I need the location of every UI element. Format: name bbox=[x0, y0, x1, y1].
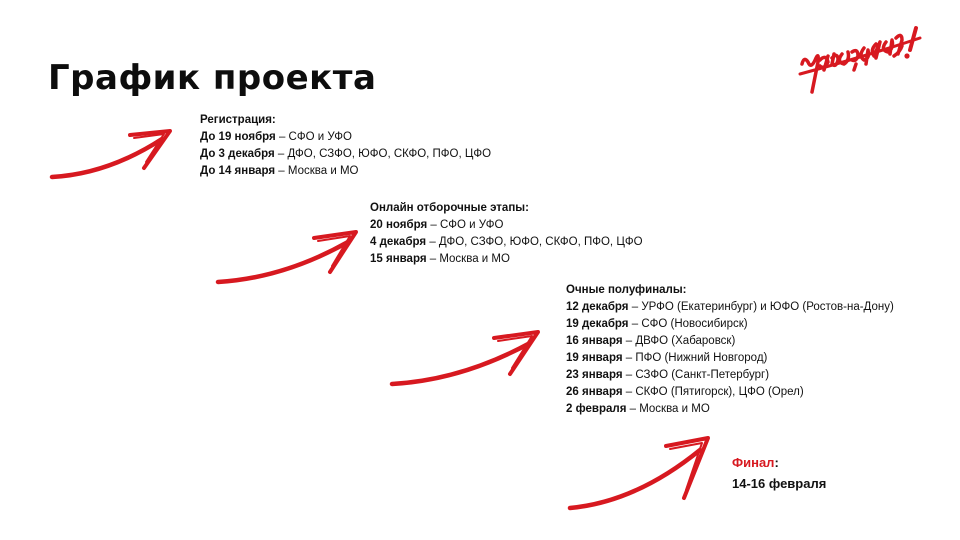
registration-header: Регистрация: bbox=[200, 114, 276, 126]
final-block bbox=[732, 452, 826, 494]
logo bbox=[796, 24, 930, 98]
registration-block bbox=[200, 112, 491, 180]
list-item: 12 декабря – УРФО (Екатеринбург) и ЮФО (Ростов-на-Дону) bbox=[566, 301, 894, 313]
arrow-icon bbox=[388, 328, 548, 394]
final-dates: 14-16 февраля bbox=[732, 476, 827, 491]
list-item: 20 ноября – СФО и УФО bbox=[370, 219, 504, 231]
arrow-icon bbox=[566, 434, 716, 518]
list-item: До 14 января – Москва и МО bbox=[200, 165, 359, 177]
semifinals-block bbox=[566, 282, 894, 418]
semifinals-header: Очные полуфиналы: bbox=[566, 284, 687, 296]
online-header: Онлайн отборочные этапы: bbox=[370, 202, 529, 214]
final-header: Финал: bbox=[732, 455, 779, 470]
list-item: 15 января – Москва и МО bbox=[370, 253, 510, 265]
list-item: До 19 ноября – СФО и УФО bbox=[200, 131, 352, 143]
list-item: До 3 декабря – ДФО, СЗФО, ЮФО, СКФО, ПФО, ЦФО bbox=[200, 148, 492, 160]
arrow-icon bbox=[48, 126, 178, 186]
list-item: 19 января – ПФО (Нижний Новгород) bbox=[566, 352, 768, 364]
arrow-icon bbox=[214, 228, 364, 292]
list-item: 2 февраля – Москва и МО bbox=[566, 403, 710, 415]
list-item: 26 января – СКФО (Пятигорск), ЦФО (Орел) bbox=[566, 386, 804, 398]
logo-text: управляй! bbox=[796, 24, 801, 25]
list-item: 4 декабря – ДФО, СЗФО, ЮФО, СКФО, ПФО, ЦФО bbox=[370, 236, 643, 248]
page-title: График проекта bbox=[48, 58, 377, 98]
list-item: 19 декабря – СФО (Новосибирск) bbox=[566, 318, 748, 330]
list-item: 23 января – СЗФО (Санкт-Петербург) bbox=[566, 369, 770, 381]
list-item: 16 января – ДВФО (Хабаровск) bbox=[566, 335, 736, 347]
online-block bbox=[370, 200, 643, 268]
